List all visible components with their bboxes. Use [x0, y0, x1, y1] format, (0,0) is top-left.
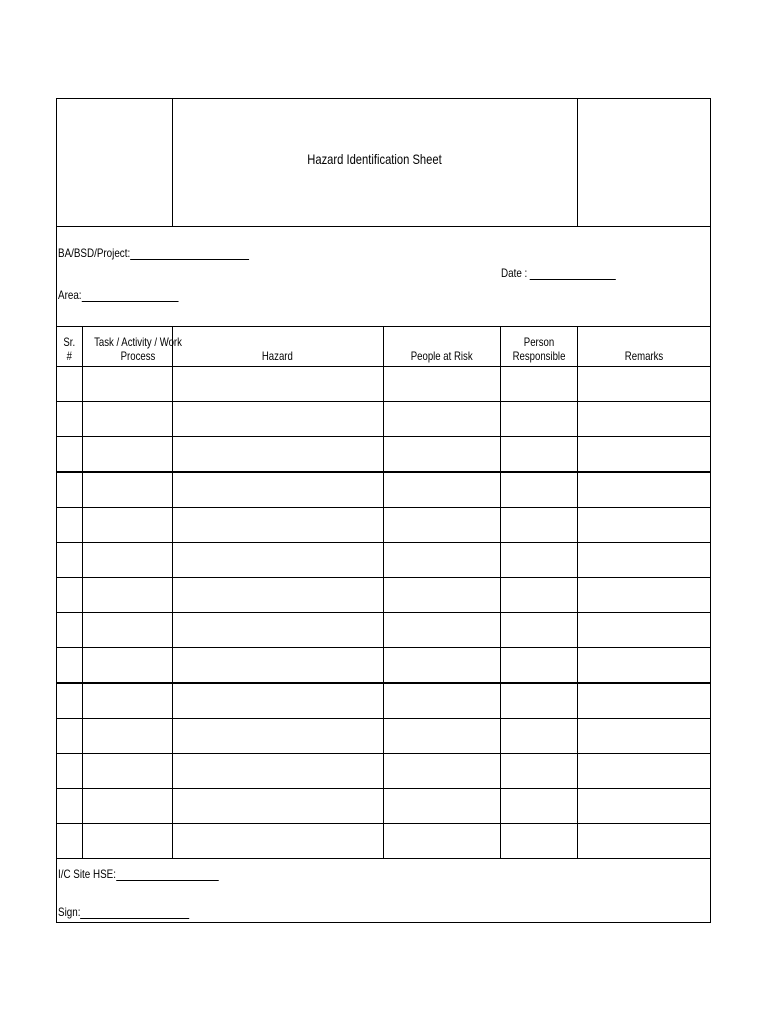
cell-remarks[interactable] [577, 402, 710, 437]
col-header-person-responsible: Person Responsible [500, 326, 577, 367]
cell-people-at-risk[interactable] [383, 543, 500, 578]
cell-people-at-risk[interactable] [383, 754, 500, 789]
date-label: Date : [501, 266, 528, 280]
cell-task[interactable] [82, 789, 172, 824]
cell-remarks[interactable] [577, 367, 710, 402]
cell-task[interactable] [82, 648, 172, 684]
cell-remarks[interactable] [577, 648, 710, 684]
table-row [57, 508, 710, 543]
col-header-people-at-risk: People at Risk [383, 326, 500, 367]
cell-remarks[interactable] [577, 789, 710, 824]
cell-sr[interactable] [57, 683, 82, 719]
cell-people-at-risk[interactable] [383, 613, 500, 648]
cell-hazard[interactable] [172, 613, 383, 648]
area-label: Area: [58, 288, 82, 302]
cell-task[interactable] [82, 437, 172, 473]
area-blank-line[interactable] [82, 289, 179, 302]
cell-person-responsible[interactable] [500, 683, 577, 719]
table-row [57, 543, 710, 578]
project-blank-line[interactable] [130, 247, 249, 260]
date-blank-line[interactable] [530, 267, 616, 280]
cell-sr[interactable] [57, 508, 82, 543]
cell-hazard[interactable] [172, 508, 383, 543]
cell-sr[interactable] [57, 367, 82, 402]
cell-remarks[interactable] [577, 719, 710, 754]
col-header-remarks: Remarks [577, 326, 710, 367]
cell-sr[interactable] [57, 578, 82, 613]
cell-sr[interactable] [57, 472, 82, 508]
table-row [57, 367, 710, 402]
cell-sr[interactable] [57, 824, 82, 859]
cell-person-responsible[interactable] [500, 437, 577, 473]
cell-people-at-risk[interactable] [383, 719, 500, 754]
col-header-hazard: Hazard [172, 326, 383, 367]
table-header-row [57, 326, 710, 367]
cell-person-responsible[interactable] [500, 367, 577, 402]
table-row [57, 648, 710, 684]
cell-task[interactable] [82, 402, 172, 437]
site-hse-blank-line[interactable] [116, 868, 219, 881]
cell-remarks[interactable] [577, 824, 710, 859]
table-row [57, 824, 710, 859]
cell-remarks[interactable] [577, 543, 710, 578]
table-row [57, 613, 710, 648]
col-header-task: Task / Activity / Work Process [82, 326, 172, 367]
cell-people-at-risk[interactable] [383, 683, 500, 719]
site-hse-field[interactable] [58, 867, 218, 881]
cell-person-responsible[interactable] [500, 824, 577, 859]
cell-hazard[interactable] [172, 824, 383, 859]
sign-field[interactable] [58, 905, 189, 919]
header-row [57, 99, 710, 227]
info-area [57, 226, 710, 327]
table-row [57, 683, 710, 719]
col-header-sr: Sr. # [57, 326, 82, 367]
cell-remarks[interactable] [577, 437, 710, 473]
cell-hazard[interactable] [172, 437, 383, 473]
cell-task[interactable] [82, 719, 172, 754]
date-field[interactable] [501, 266, 616, 280]
cell-hazard[interactable] [172, 402, 383, 437]
cell-people-at-risk[interactable] [383, 437, 500, 473]
cell-people-at-risk[interactable] [383, 789, 500, 824]
cell-sr[interactable] [57, 648, 82, 684]
footer-area [57, 855, 710, 923]
area-field[interactable] [58, 288, 178, 302]
table-body [57, 367, 710, 859]
cell-remarks[interactable] [577, 754, 710, 789]
table-row [57, 472, 710, 508]
hazard-table [57, 326, 710, 859]
cell-hazard[interactable] [172, 578, 383, 613]
cell-remarks[interactable] [577, 508, 710, 543]
cell-hazard[interactable] [172, 472, 383, 508]
cell-sr[interactable] [57, 719, 82, 754]
table-row [57, 437, 710, 473]
cell-task[interactable] [82, 508, 172, 543]
hazard-identification-sheet [56, 98, 711, 923]
cell-people-at-risk[interactable] [383, 472, 500, 508]
cell-task[interactable] [82, 367, 172, 402]
table-row [57, 789, 710, 824]
cell-person-responsible[interactable] [500, 472, 577, 508]
cell-people-at-risk[interactable] [383, 578, 500, 613]
cell-remarks[interactable] [577, 472, 710, 508]
cell-people-at-risk[interactable] [383, 402, 500, 437]
cell-task[interactable] [82, 754, 172, 789]
project-field[interactable] [58, 246, 249, 260]
cell-task[interactable] [82, 543, 172, 578]
project-label: BA/BSD/Project: [58, 246, 131, 260]
cell-sr[interactable] [57, 789, 82, 824]
logo-placeholder-left [57, 99, 173, 226]
cell-remarks[interactable] [577, 683, 710, 719]
cell-hazard[interactable] [172, 789, 383, 824]
cell-person-responsible[interactable] [500, 508, 577, 543]
sign-blank-line[interactable] [80, 906, 189, 919]
cell-task[interactable] [82, 472, 172, 508]
cell-people-at-risk[interactable] [383, 508, 500, 543]
logo-placeholder-right [577, 99, 711, 226]
cell-people-at-risk[interactable] [383, 648, 500, 684]
cell-person-responsible[interactable] [500, 789, 577, 824]
cell-task[interactable] [82, 613, 172, 648]
cell-hazard[interactable] [172, 754, 383, 789]
cell-person-responsible[interactable] [500, 754, 577, 789]
cell-task[interactable] [82, 683, 172, 719]
cell-sr[interactable] [57, 402, 82, 437]
cell-task[interactable] [82, 578, 172, 613]
cell-task[interactable] [82, 824, 172, 859]
sheet-title: Hazard Identification Sheet [307, 151, 442, 167]
cell-hazard[interactable] [172, 543, 383, 578]
cell-person-responsible[interactable] [500, 543, 577, 578]
cell-remarks[interactable] [577, 613, 710, 648]
table-row [57, 578, 710, 613]
cell-hazard[interactable] [172, 719, 383, 754]
sign-label: Sign: [58, 905, 81, 919]
cell-sr[interactable] [57, 613, 82, 648]
cell-sr[interactable] [57, 437, 82, 473]
cell-person-responsible[interactable] [500, 613, 577, 648]
cell-people-at-risk[interactable] [383, 824, 500, 859]
cell-person-responsible[interactable] [500, 648, 577, 684]
table-row [57, 719, 710, 754]
cell-hazard[interactable] [172, 648, 383, 684]
site-hse-label: I/C Site HSE: [58, 867, 116, 881]
table-row [57, 754, 710, 789]
cell-sr[interactable] [57, 543, 82, 578]
cell-sr[interactable] [57, 754, 82, 789]
table-row [57, 402, 710, 437]
cell-people-at-risk[interactable] [383, 367, 500, 402]
cell-remarks[interactable] [577, 578, 710, 613]
cell-person-responsible[interactable] [500, 402, 577, 437]
cell-hazard[interactable] [172, 367, 383, 402]
cell-hazard[interactable] [172, 683, 383, 719]
cell-person-responsible[interactable] [500, 578, 577, 613]
cell-person-responsible[interactable] [500, 719, 577, 754]
